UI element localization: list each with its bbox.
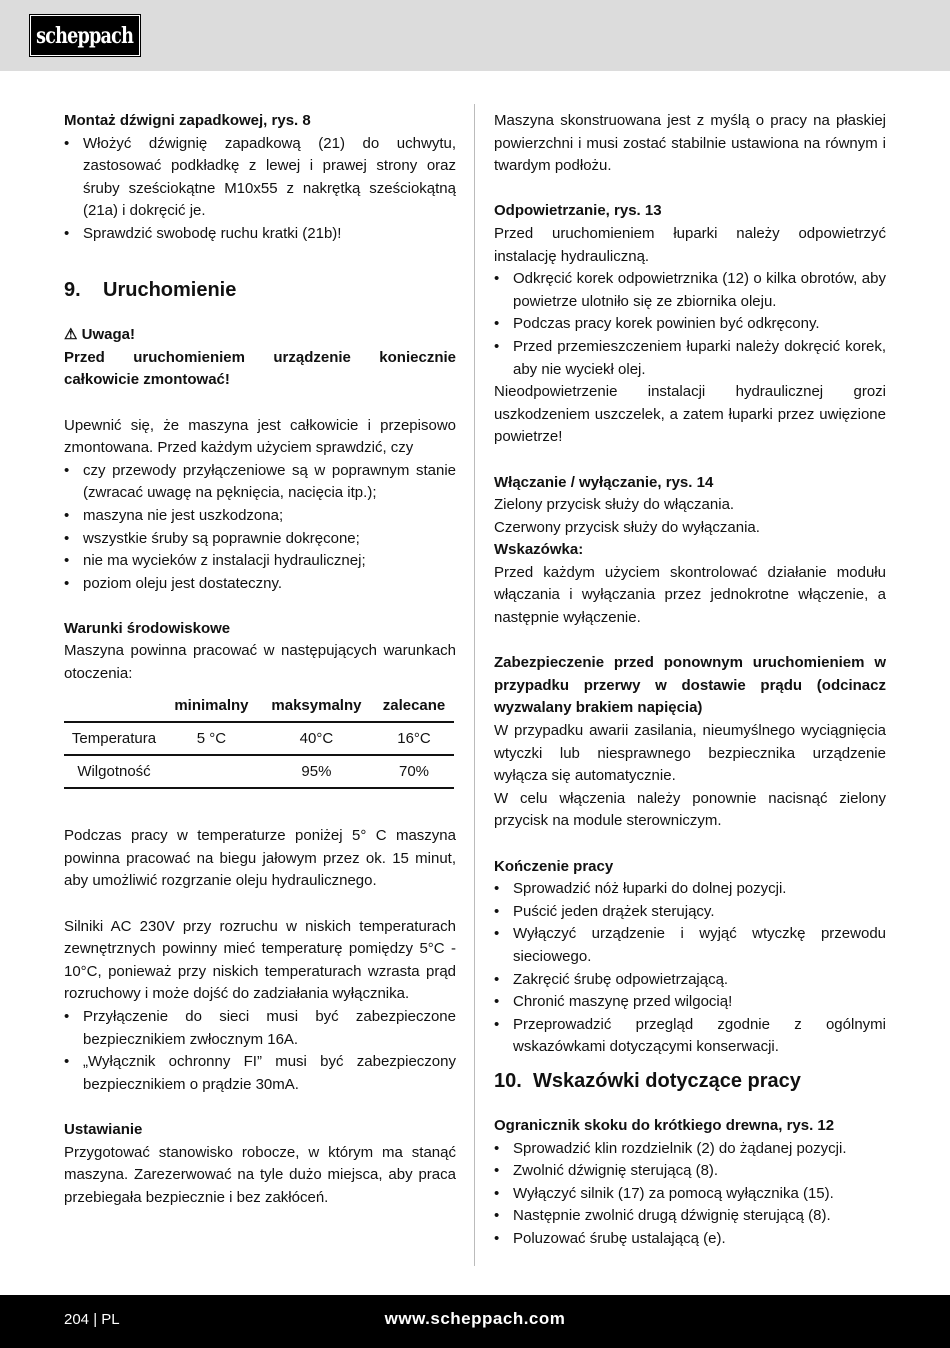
spacer bbox=[64, 893, 456, 916]
column-header: zalecane bbox=[374, 692, 454, 722]
list-item: • wszystkie śruby są poprawnie dokręcone; bbox=[64, 528, 456, 551]
paragraph: Podczas pracy w temperaturze poniżej 5° C maszyna powinna pracować na biegu jałowym przez ok. 15 minut, aby umożliwić rozgrzanie oleju hydraulicznego. bbox=[64, 827, 456, 890]
bullet-list bbox=[494, 878, 886, 1059]
list-item: • Poluzować śrubę ustalającą (e). bbox=[494, 1228, 886, 1251]
list-item: • Następnie zwolnić drugą dźwignię sterującą (8). bbox=[494, 1205, 886, 1228]
table-row bbox=[64, 722, 454, 755]
spacer bbox=[494, 449, 886, 472]
table-cell: 40°C bbox=[259, 722, 374, 755]
list-item: • Wyłączyć silnik (17) za pomocą wyłącznika (15). bbox=[494, 1183, 886, 1206]
table-cell: 70% bbox=[374, 755, 454, 788]
list-item: • maszyna nie jest uszkodzona; bbox=[64, 505, 456, 528]
scheppach-logo: scheppach bbox=[30, 15, 140, 56]
bullet-list bbox=[64, 1006, 456, 1096]
subheading: Ustawianie bbox=[64, 1120, 143, 1138]
paragraph: Nieodpowietrzenie instalacji hydraulicznej grozi uszkodzeniem uszczelek, a zatem łuparki przez uwięzione powietrze! bbox=[494, 383, 886, 446]
list-item: • Puścić jeden drążek sterujący. bbox=[494, 901, 886, 924]
spacer bbox=[64, 595, 456, 618]
bullet-list bbox=[64, 460, 456, 596]
list-item: • nie ma wycieków z instalacji hydraulicznej; bbox=[64, 550, 456, 573]
paragraph: Przed uruchomieniem łuparki należy odpowietrzyć instalację hydrauliczną. bbox=[494, 224, 886, 265]
page-number: 204 | PL bbox=[64, 1311, 120, 1328]
paragraph: Zielony przycisk służy do włączania. bbox=[494, 496, 735, 514]
section-title: Wskazówki dotyczące pracy bbox=[533, 1069, 801, 1092]
list-item: • czy przewody przyłączeniowe są w poprawnym stanie (zwracać uwagę na pęknięcia, nacięcia itp.); bbox=[64, 460, 456, 505]
list-item: • Sprawdzić swobodę ruchu kratki (21b)! bbox=[64, 223, 456, 246]
subheading: ⚠ Uwaga! bbox=[64, 326, 135, 344]
spacer bbox=[494, 630, 886, 653]
list-item: • Podczas pracy korek powinien być odkręcony. bbox=[494, 313, 886, 336]
paragraph: Upewnić się, że maszyna jest całkowicie i przepisowo zmontowana. Przed każdym użyciem sprawdzić, czy bbox=[64, 416, 456, 457]
table-cell: 95% bbox=[259, 755, 374, 788]
paragraph: Przygotować stanowisko robocze, w którym ma stanąć maszyna. Zarezerwować na tyle dużo miejsca, aby praca przebiegała bezpiecznie i bez zakłóceń. bbox=[64, 1143, 456, 1206]
subheading: Wskazówka: bbox=[494, 541, 584, 559]
column-header: minimalny bbox=[164, 692, 259, 722]
section-number: 9. bbox=[64, 279, 81, 302]
subheading: Kończenie pracy bbox=[494, 857, 614, 875]
subheading: Włączanie / wyłączanie, rys. 14 bbox=[494, 473, 714, 491]
page-footer bbox=[0, 1295, 950, 1348]
conditions-table bbox=[64, 692, 454, 789]
bullet-list bbox=[64, 133, 456, 246]
list-item: • Zwolnić dźwignię sterującą (8). bbox=[494, 1160, 886, 1183]
table-row bbox=[64, 755, 454, 788]
spacer bbox=[64, 803, 456, 826]
table-cell: Temperatura bbox=[64, 722, 164, 755]
subheading: Zabezpieczenie przed ponownym uruchomieniem w przypadku przerwy w dostawie prądu (odcinacz wyzwalany brakiem napięcia) bbox=[494, 654, 886, 717]
spacer bbox=[64, 246, 456, 269]
subheading: Odpowietrzanie, rys. 13 bbox=[494, 202, 662, 220]
section-title: Uruchomienie bbox=[103, 279, 237, 302]
bullet-list bbox=[494, 268, 886, 381]
spacer bbox=[64, 1096, 456, 1119]
column-header: maksymalny bbox=[259, 692, 374, 722]
list-item: • Przyłączenie do sieci musi być zabezpieczone bezpiecznikiem zwłocznym 16A. bbox=[64, 1006, 456, 1051]
list-item: • Sprowadzić klin rozdzielnik (2) do żądanej pozycji. bbox=[494, 1138, 886, 1161]
section-number: 10. bbox=[494, 1069, 522, 1092]
bullet-list bbox=[494, 1138, 886, 1251]
paragraph: Maszyna powinna pracować w następujących warunkach otoczenia: bbox=[64, 642, 456, 683]
section-heading bbox=[64, 278, 456, 302]
column-divider bbox=[474, 104, 475, 1266]
list-item: • Wyłączyć urządzenie i wyjąć wtyczkę przewodu sieciowego. bbox=[494, 923, 886, 968]
list-item: • „Wyłącznik ochronny FI” musi być zabezpieczony bezpiecznikiem o prądzie 30mA. bbox=[64, 1051, 456, 1096]
table-cell: Wilgotność bbox=[64, 755, 164, 788]
table-cell: 16°C bbox=[374, 722, 454, 755]
paragraph: Silniki AC 230V przy rozruchu w niskich temperaturach zewnętrznych powinny mieć temperaturę pomiędzy 5°C - 10°C, ponieważ przy niskich temperaturach wzrasta prąd rozruchowy i może dojść do zadziałania wyłącznika. bbox=[64, 917, 456, 1003]
subheading: Ogranicznik skoku do krótkiego drewna, rys. 12 bbox=[494, 1116, 835, 1134]
list-item: • Włożyć dźwignię zapadkową (21) do uchwytu, zastosować podkładkę z lewej i prawej strony oraz śruby sześciokątne M10x55 z nakrętką sześciokątną (21a) i dokręcić je. bbox=[64, 133, 456, 223]
list-item: • Przed przemieszczeniem łuparki należy dokręcić korek, aby nie wyciekł olej. bbox=[494, 336, 886, 381]
subheading: Przed uruchomieniem urządzenie koniecznie całkowicie zmontować! bbox=[64, 348, 456, 389]
paragraph: W przypadku awarii zasilania, nieumyślnego wyciągnięcia wtyczki lub niesprawnego bezpiecznika urządzenie wyłącza się automatycznie. bbox=[494, 722, 886, 785]
website-url: www.scheppach.com bbox=[384, 1309, 566, 1328]
left-column bbox=[64, 110, 456, 1209]
paragraph: Maszyna skonstruowana jest z myślą o pracy na płaskiej powierzchni i musi zostać stabilnie ustawiona na równym i twardym podłożu. bbox=[494, 112, 886, 175]
subheading: Montaż dźwigni zapadkowej, rys. 8 bbox=[64, 112, 311, 129]
spacer bbox=[64, 392, 456, 415]
right-column bbox=[494, 110, 886, 1251]
spacer bbox=[494, 833, 886, 856]
paragraph: W celu włączenia należy ponownie nacisnąć zielony przycisk na module sterowniczym. bbox=[494, 789, 886, 830]
table-cell bbox=[164, 755, 259, 788]
list-item: • poziom oleju jest dostateczny. bbox=[64, 573, 456, 596]
list-item: • Odkręcić korek odpowietrznika (12) o kilka obrotów, aby powietrze ulotniło się ze zbiornika oleju. bbox=[494, 268, 886, 313]
list-item: • Chronić maszynę przed wilgocią! bbox=[494, 991, 886, 1014]
column-header bbox=[64, 692, 164, 722]
spacer bbox=[494, 178, 886, 201]
list-item: • Zakręcić śrubę odpowietrzającą. bbox=[494, 969, 886, 992]
list-item: • Sprowadzić nóż łuparki do dolnej pozycji. bbox=[494, 878, 886, 901]
paragraph: Czerwony przycisk służy do wyłączania. bbox=[494, 518, 760, 536]
table-header-row bbox=[64, 692, 454, 722]
list-item: • Przeprowadzić przegląd zgodnie z ogólnymi wskazówkami dotyczącymi konserwacji. bbox=[494, 1014, 886, 1059]
subheading: Warunki środowiskowe bbox=[64, 619, 231, 637]
page-header bbox=[0, 0, 950, 71]
section-heading bbox=[494, 1069, 886, 1093]
paragraph: Przed każdym użyciem skontrolować działanie modułu włączania i wyłączania przez jednokrotne włączenie, a następnie wyłączenie. bbox=[494, 563, 886, 627]
table-cell: 5 °C bbox=[164, 722, 259, 755]
